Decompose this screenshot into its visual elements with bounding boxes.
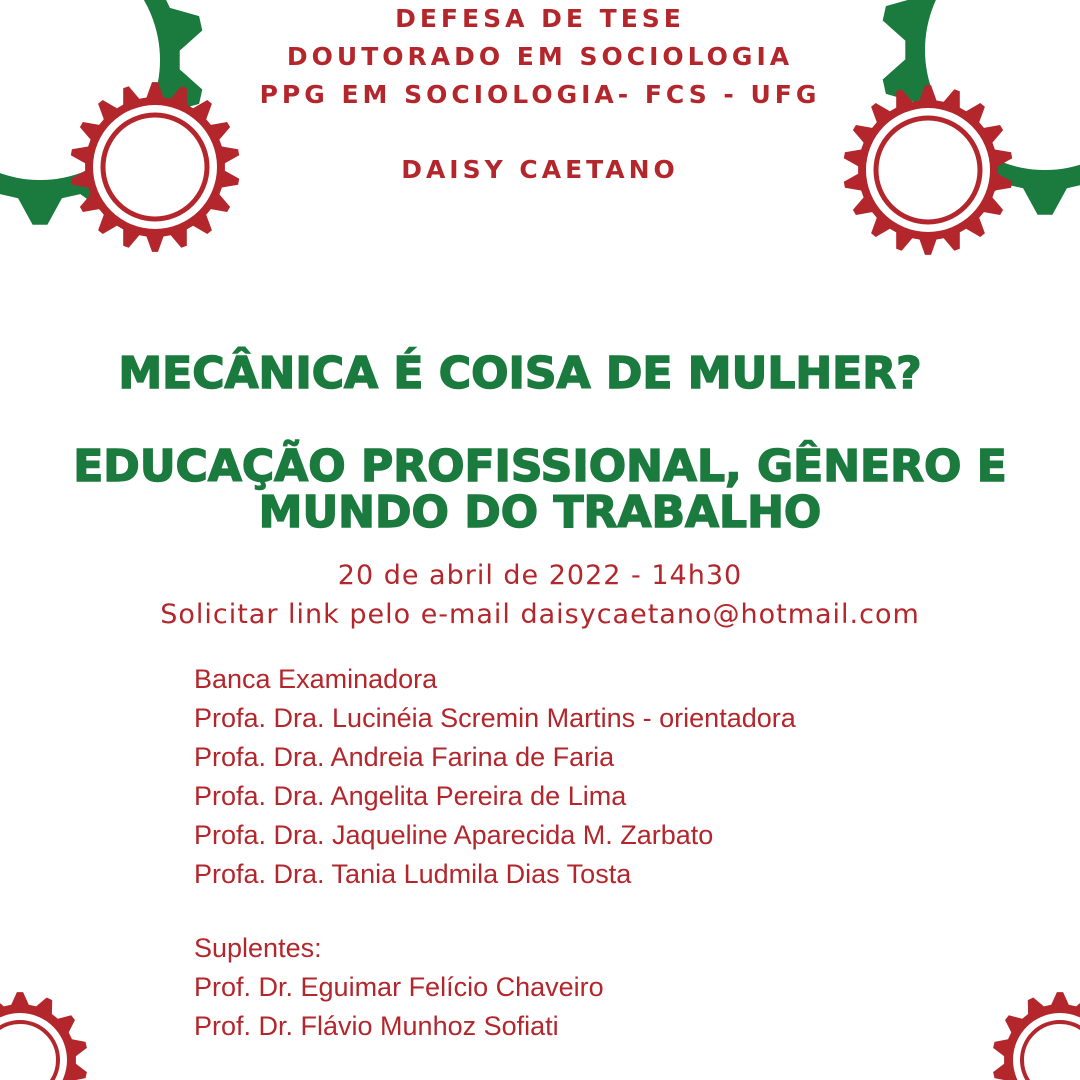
- substitutes-heading: Suplentes:: [194, 933, 322, 963]
- event-datetime: 20 de abril de 2022 - 14h30: [337, 560, 743, 591]
- thesis-title: MECÂNICA É COISA DE MULHER?: [118, 348, 922, 399]
- substitute-member: Prof. Dr. Eguimar Felício Chaveiro: [194, 972, 604, 1002]
- committee-heading: Banca Examinadora: [194, 664, 438, 694]
- committee-member: Profa. Dra. Lucinéia Scremin Martins - orientadora: [194, 703, 796, 733]
- red-gear-icon-bottom-right: [960, 960, 1080, 1080]
- committee-list: [194, 660, 796, 1046]
- header-doutorado: DOUTORADO EM SOCIOLOGIA: [286, 42, 794, 71]
- thesis-subtitle-line2: MUNDO DO TRABALHO: [258, 487, 822, 538]
- committee-member: Profa. Dra. Angelita Pereira de Lima: [194, 781, 627, 811]
- header-ppg: PPG EM SOCIOLOGIA- FCS - UFG: [259, 80, 821, 109]
- committee-member: Profa. Dra. Andreia Farina de Faria: [194, 742, 615, 772]
- red-gear-icon-top-left: [0, 0, 260, 260]
- thesis-subtitle-line1: EDUCAÇÃO PROFISSIONAL, GÊNERO E: [73, 441, 1007, 492]
- header-defesa: DEFESA DE TESE: [395, 4, 685, 33]
- link-request: Solicitar link pelo e-mail daisycaetano@hotmail.com: [160, 599, 920, 630]
- committee-member: Profa. Dra. Tania Ludmila Dias Tosta: [194, 859, 632, 889]
- author-name: DAISY CAETANO: [401, 155, 679, 184]
- committee-member: Profa. Dra. Jaqueline Aparecida M. Zarbato: [194, 820, 714, 850]
- red-gear-icon-bottom-left: [0, 960, 120, 1080]
- substitute-member: Prof. Dr. Flávio Munhoz Sofiati: [194, 1011, 559, 1041]
